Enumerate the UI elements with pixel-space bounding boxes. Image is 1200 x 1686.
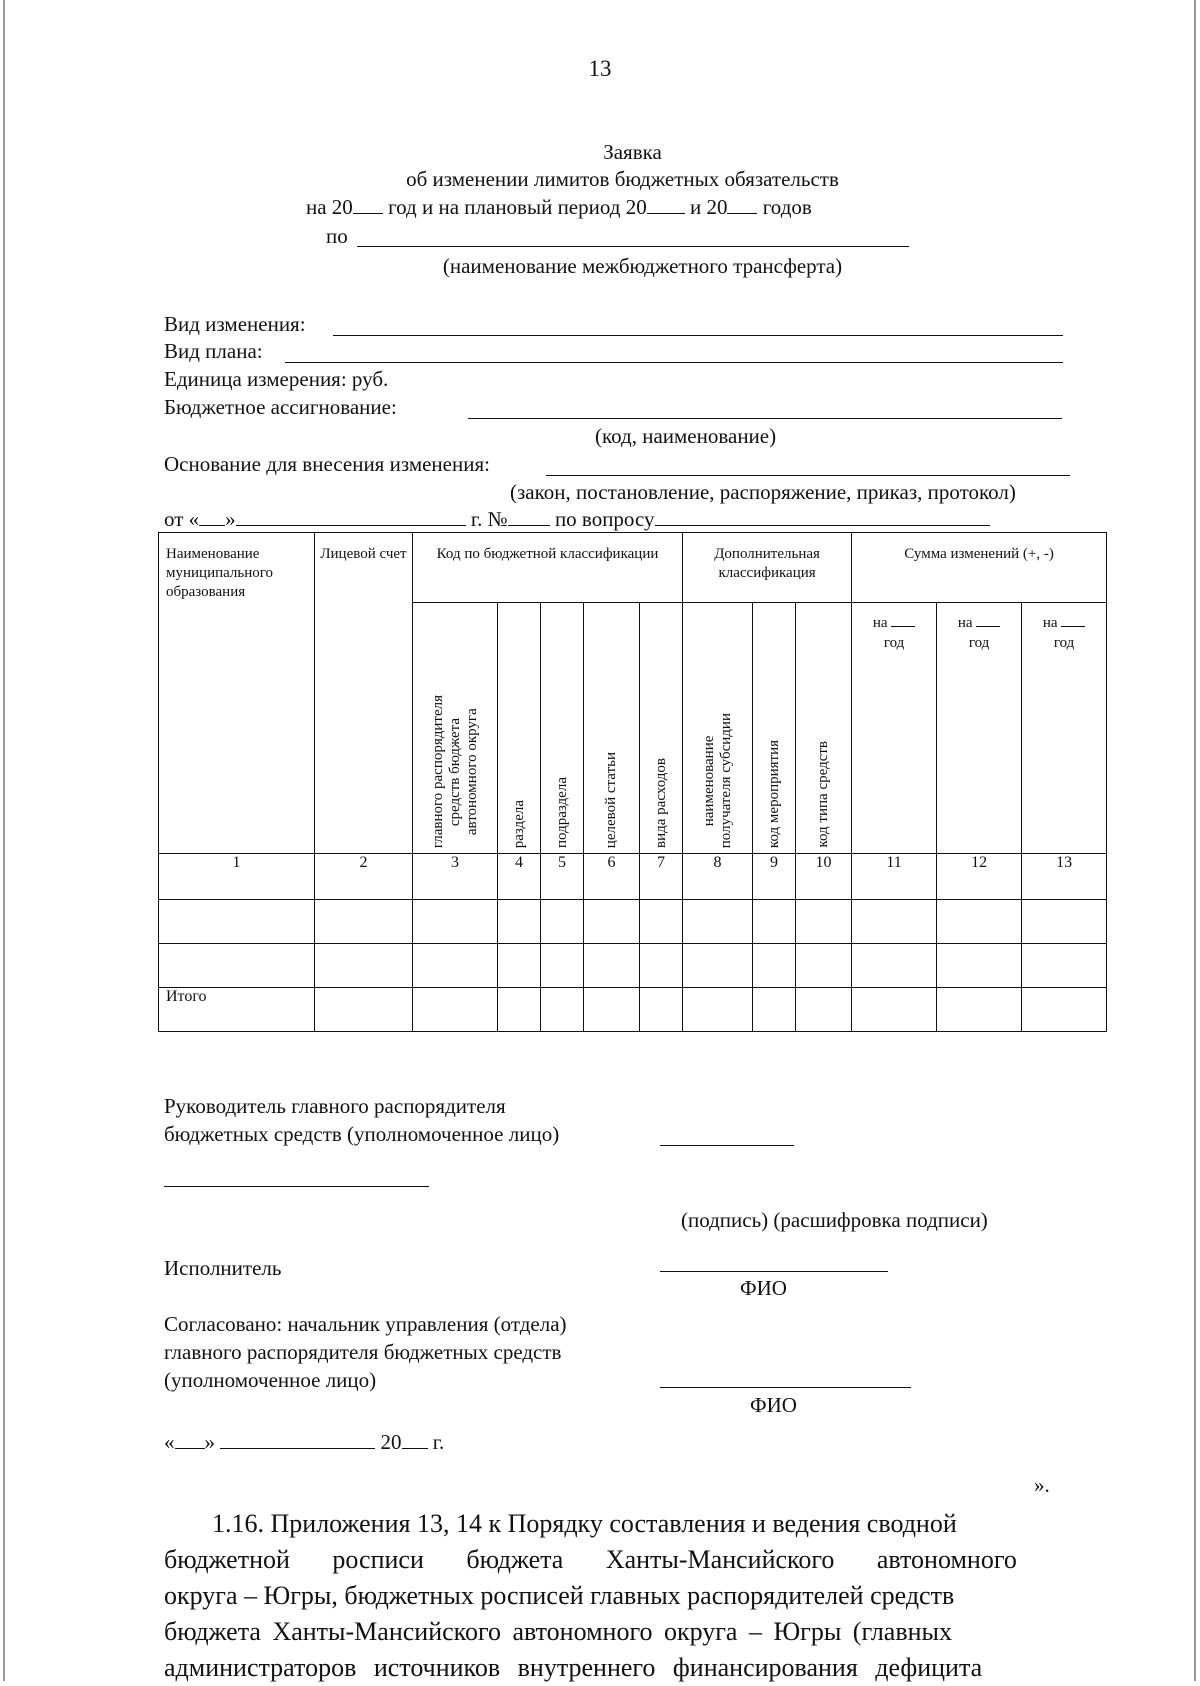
basis-label: Основание для внесения изменения: [164,452,490,476]
sum-changes-header: Сумма изменений (+, -) [852,533,1107,603]
column-number: 2 [315,854,413,900]
agreed-label-3: (уполномоченное лицо) [164,1368,377,1392]
allocation-caption: (код, наименование) [595,424,777,448]
form-subtitle: об изменении лимитов бюджетных обязательств [406,167,839,191]
col-event-code-header: код мероприятия [753,603,796,854]
allocation-underline [468,418,1062,419]
plan-type-underline [285,362,1063,363]
col-year-3-header: на год [1022,603,1107,854]
column-number: 8 [683,854,753,900]
column-number: 5 [541,854,584,900]
column-number: 4 [498,854,541,900]
paragraph-line: администраторов источников внутреннего финансирования дефицита [164,1653,983,1682]
column-number: 7 [640,854,683,900]
paragraph [164,1506,1070,1686]
paragraph-line: бюджетной росписи бюджета Ханты-Мансийского автономного [164,1545,1017,1574]
basis-caption: (закон, постановление, распоряжение, приказ, протокол) [510,480,1016,504]
col-section-header: раздела [498,603,541,854]
plan-type-label: Вид плана: [164,339,263,363]
scan-edge-right [1194,0,1196,1681]
table-row [159,944,1107,988]
col-expense-type-header: вида расходов [640,603,683,854]
head-signature-line [660,1145,794,1146]
total-row [159,988,1107,1032]
col-year-1-header: на год [852,603,937,854]
column-number: 3 [413,854,498,900]
form-title: Заявка [603,140,662,164]
head-name-line [164,1186,429,1187]
scan-edge-left [3,0,5,1681]
col-subsection-header: подраздела [541,603,584,854]
column-number: 11 [852,854,937,900]
col-fund-type-header: код типа средств [796,603,852,854]
col-account-header: Лицевой счет [315,533,413,854]
col-municipality-header: Наименование муниципального образования [159,533,315,854]
basis-underline [546,475,1070,476]
paragraph-line: 1.16. Приложения 13, 14 к Порядку составления и ведения сводной [212,1509,957,1538]
transfer-caption: (наименование межбюджетного трансферта) [442,254,843,278]
budget-code-header: Код по бюджетной классификации [413,533,683,603]
agreed-label-1: Согласовано: начальник управления (отдела) [164,1312,567,1336]
column-number: 10 [796,854,852,900]
paragraph-line: округа – Югры, бюджетных росписей главных распорядителей средств [164,1581,955,1610]
unit-label: Единица измерения: руб. [164,367,389,391]
form-period-line: на 20 год и на плановый период 20 и 20 годов [306,195,812,219]
signature-caption: (подпись) (расшифровка подписи) [681,1208,988,1232]
extra-class-header: Дополнительная классификация [683,533,852,603]
col-target-item-header: целевой статьи [584,603,640,854]
col-year-2-header: на год [937,603,1022,854]
paragraph-line: бюджета Ханты-Мансийского автономного округа – Югры (главных [164,1617,952,1646]
transfer-name-underline [357,246,909,247]
executor-label: Исполнитель [164,1256,282,1280]
column-numbers-row [159,854,1107,900]
allocation-label: Бюджетное ассигнование: [164,395,397,419]
agreed-label-2: главного распорядителя бюджетных средств [164,1340,562,1364]
agreed-fio-label: ФИО [750,1393,797,1417]
page-number: 13 [588,56,612,81]
date-row: « » 20 г. [164,1430,445,1454]
agreed-line [660,1387,911,1388]
column-number: 9 [753,854,796,900]
column-number: 12 [937,854,1022,900]
total-label: Итого [159,988,315,1032]
column-number: 6 [584,854,640,900]
head-signature-label-1: Руководитель главного распорядителя [164,1094,506,1118]
column-number: 13 [1022,854,1107,900]
executor-fio-label: ФИО [740,1276,787,1300]
head-signature-label-2: бюджетных средств (уполномоченное лицо) [164,1122,560,1146]
budget-changes-table [158,532,1107,1032]
closing-quote: ». [1034,1473,1050,1497]
from-row: от « » г. № по вопросу [164,507,990,532]
col-recipient-header: наименование получателя субсидии [683,603,753,854]
transfer-name-line: по [326,224,348,248]
col-main-manager-header: главного распорядителя средств бюджета автономного округа [413,603,498,854]
executor-line [660,1271,888,1272]
column-number: 1 [159,854,315,900]
change-type-underline [333,335,1063,336]
change-type-label: Вид изменения: [164,312,306,336]
table-row [159,900,1107,944]
